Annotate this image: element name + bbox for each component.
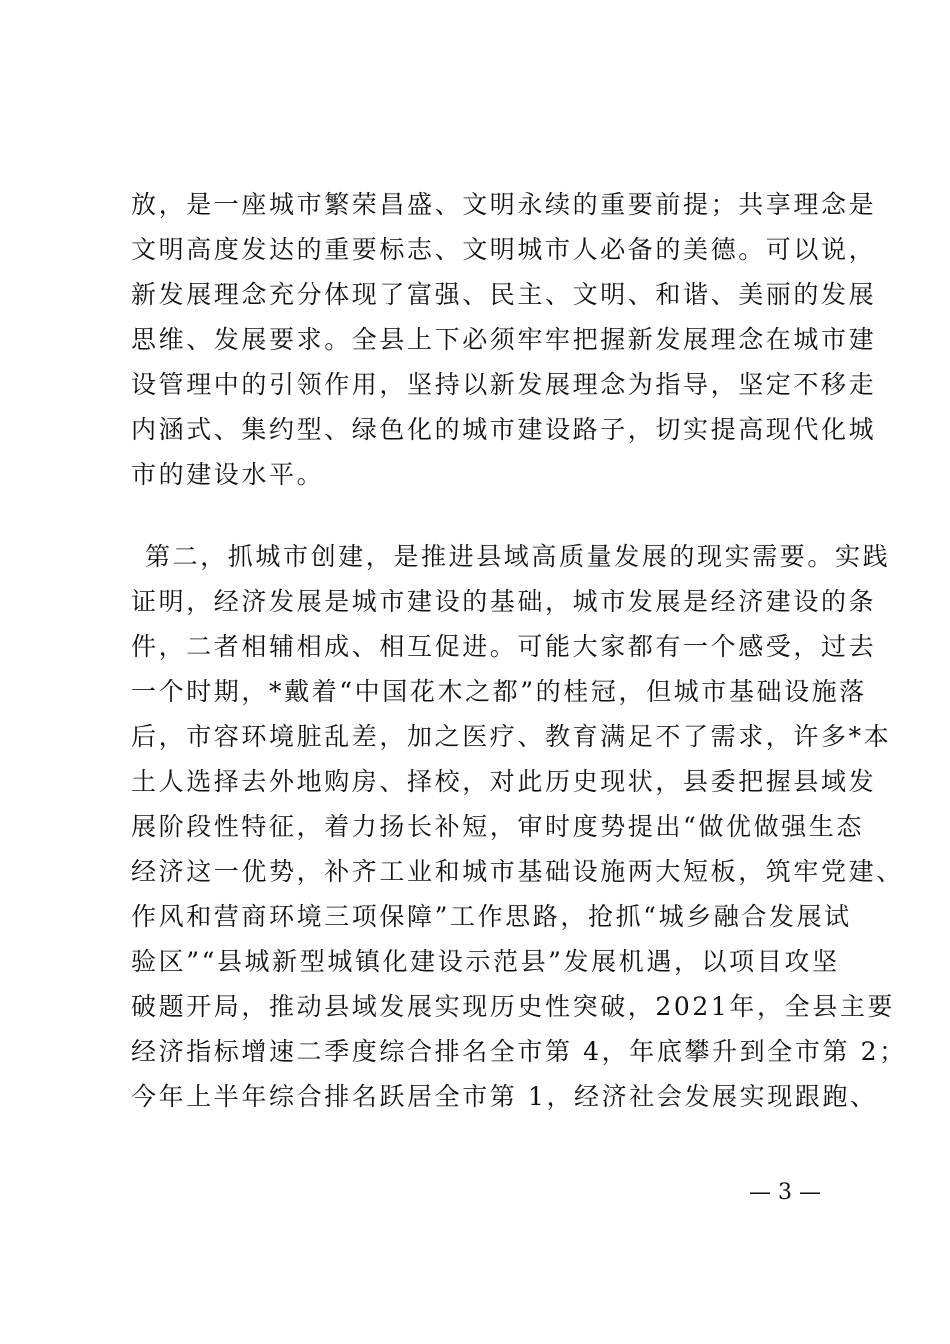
text-line: 件，二者相辅相成、相互促进。可能大家都有一个感受，过去 [131, 632, 877, 661]
text-line: 市的建设水平。 [131, 460, 325, 489]
text-line: 展阶段性特征，着力扬长补短，审时度势提出“做优做强生态 [131, 812, 864, 841]
text-line: 破题开局，推动县域发展实现历史性突破，2021年，全县主要 [131, 992, 896, 1021]
text-line: 设管理中的引领作用，坚持以新发展理念为指导，坚定不移走 [131, 370, 877, 399]
text-line: 经济这一优势，补齐工业和城市基础设施两大短板，筑牢党建、 [131, 857, 904, 886]
text-line: 思维、发展要求。全县上下必须牢牢把握新发展理念在城市建 [131, 325, 877, 354]
text-line: 新发展理念充分体现了富强、民主、文明、和谐、美丽的发展 [131, 280, 877, 309]
text-line: 后，市容环境脏乱差，加之医疗、教育满足不了需求，许多*本 [131, 722, 892, 751]
paragraph-1 [131, 182, 877, 497]
paragraph-2 [131, 534, 907, 1119]
text-line: 第二，抓城市创建，是推进县域高质量发展的现实需要。实践 [145, 542, 891, 571]
text-line: 作风和营商环境三项保障”工作思路，抢抓“城乡融合发展试 [131, 902, 852, 931]
text-line: 放，是一座城市繁荣昌盛、文明永续的重要前提；共享理念是 [131, 190, 877, 219]
text-line: 验区”“县城新型城镇化建设示范县”发展机遇，以项目攻坚 [131, 947, 840, 976]
text-line: 文明高度发达的重要标志、文明城市人必备的美德。可以说， [131, 235, 877, 264]
page-number: — 3 — [749, 1180, 821, 1205]
text-line: 内涵式、集约型、绿色化的城市建设路子，切实提高现代化城 [131, 415, 877, 444]
text-line: 土人选择去外地购房、择校，对此历史现状，县委把握县域发 [131, 767, 877, 796]
text-line: 一个时期，*戴着“中国花木之都”的桂冠，但城市基础设施落 [131, 677, 867, 706]
text-line: 今年上半年综合排名跃居全市第 1，经济社会发展实现跟跑、 [131, 1082, 878, 1111]
text-line: 证明，经济发展是城市建设的基础，城市发展是经济建设的条 [131, 587, 877, 616]
text-line: 经济指标增速二季度综合排名全市第 4，年底攀升到全市第 2； [131, 1037, 907, 1066]
